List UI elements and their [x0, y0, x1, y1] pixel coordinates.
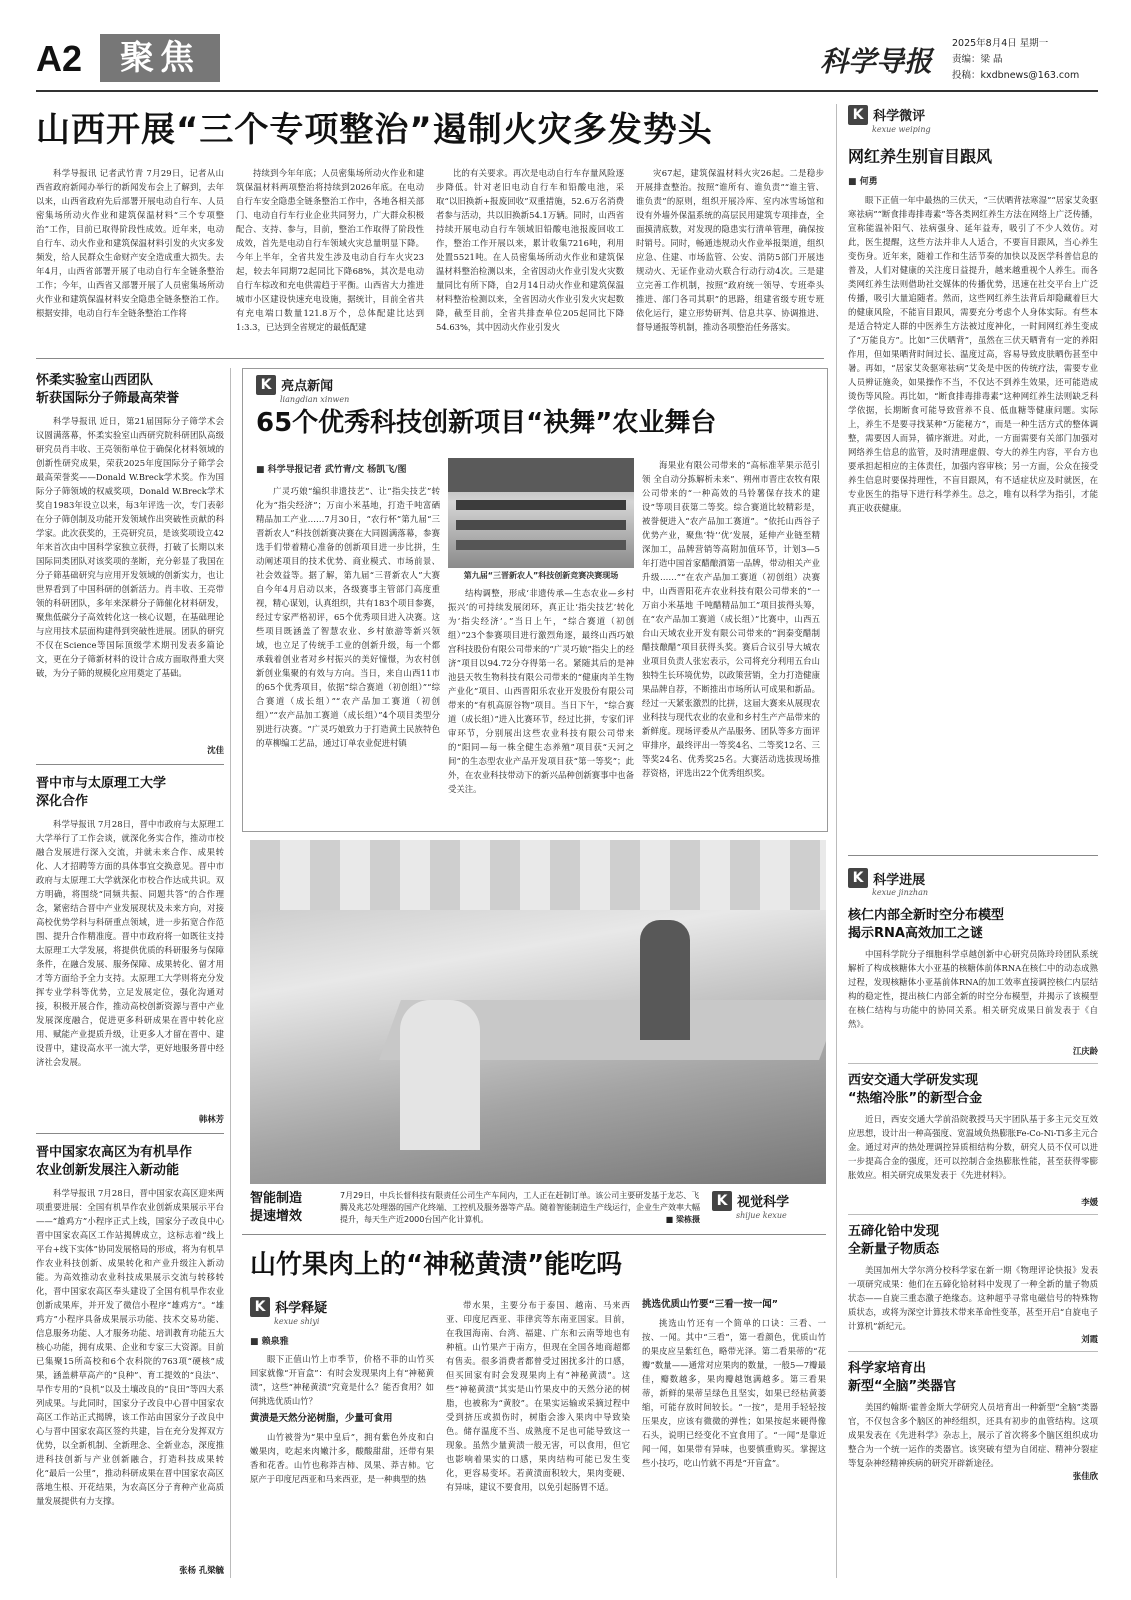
center-col-1: 广灵巧娘“编织非遗技艺”、让“指尖技艺”转化为“指尖经济”；万亩小米基地，打造千吨富硒精品加工产业……7月30日，“农行杯”第九届“三晋新农人”科技创新赛决赛在大同圆满落幕，参赛选手们带着精心准备的创新项目进一步比拼，生动阐述项目的技术优势、商业模式、市场前景、社会效益等。据了解，第九届“三晋新农人”大赛自今年4月启动以来，各级赛事主管部门高度重视，精心谋划，认真组织，共有183个项目参赛，经过专家严格初评，65个优秀项目进入决赛。这些项目既涵盖了智慧农业、乡村旅游等新兴领域，也立足了传统手工业的创新升级，每一个都承载着创业者对乡村振兴的美好憧憬，为农村创新创业集聚的有效与方向。当日，来自山西11市的65个优秀项目，依据“综合赛道（初创组）”“综合赛道（成长组）”“农产品加工赛道（初创组）”“农产品加工赛道（成长组）”4个项目类型分别进行决赛。“广灵巧娘致力于打造黄土民族特色的草柳编工艺品，通过订单农业促进村镇 — [256, 486, 440, 748]
news-4-body: 美国约翰斯·霍普金斯大学研究人员培育出一种新型“全脑”类器官，不仅包含多个脑区的神经组织，还具有初步的血管结构。这项成果发表在《先进科学》杂志上，展示了首次将多个脑区组织成功整合为一个统一运作的类器官。该突破有望为自闭症、精神分裂症等复杂神经精神疾病的研究开辟新途径。 — [848, 1402, 1098, 1468]
visual-column-name: 视觉科学 — [737, 1195, 790, 1210]
square-icon: ■ — [256, 465, 268, 475]
left-article-1-title: 怀柔实验室山西团队 斩获国际分子筛最高荣誉 — [36, 373, 180, 406]
lead-bottom-rule — [36, 358, 824, 359]
news-2-sign: 李媛 — [1081, 1197, 1098, 1207]
bottom-col-3: 挑选优质山竹要“三看一按一闻” 挑选山竹还有一个简单的口诀：三看、一按、一闻。其中“三看”，第一看颜色，优质山竹的果皮应呈紫红色，略带光泽。第二看果蒂的“花瓣”数量——通常对应果肉的数量，一般5—7瓣最佳，瓣数越多，果肉瓣越饱满越多。第三看果蒂，新鲜的果蒂呈绿色且坚实，如果已经枯黄萎缩，可能存放时间较长。“一按”，是用手轻轻按压果皮，应该有微微的弹性；如果按起来硬得像石头，说明已经变化不宜食用了。“一闻”是靠近闻一闻，如果带有异味，也要慎重购买。掌握这些小技巧，吃山竹就不再是“开盲盒”。 — [642, 1299, 826, 1468]
masthead-logo: 科学导报 — [820, 45, 933, 78]
center-column-pinyin: liangdian xinwen — [280, 394, 350, 404]
square-icon: ■ — [848, 176, 860, 187]
right-divider-2 — [848, 1063, 1098, 1064]
factory-photo-credit: ■ 梁栋摄 — [665, 1215, 700, 1224]
opinion-column-name: 科学微评 — [873, 109, 926, 124]
right-divider-1 — [848, 855, 1098, 856]
factory-photo-caption: 7月29日，中兵长督科技有限责任公司生产车间内，工人正在赶制订单。该公司主要研发基于龙芯、飞腾及兆芯处理器的国产化终端、工控机及服务器等产品。随着智能制造生产线运行，企业生产效率大幅提升，每天生产近2000台国产化计算机。 ■ 梁栋摄 — [340, 1191, 700, 1224]
opinion-author: ■ 何勇 — [848, 176, 878, 187]
bottom-column-pinyin: kexue shiyi — [274, 1316, 320, 1326]
left-divider-2 — [36, 1133, 224, 1134]
bottom-column-name: 科学释疑 — [275, 1301, 328, 1316]
bottom-author: ■ 赖泉雅 — [250, 1337, 289, 1347]
k-logo-icon: K — [848, 105, 868, 125]
news-1-sign: 江庆龄 — [1072, 1046, 1098, 1056]
news-3-sign: 刘霞 — [1081, 1334, 1098, 1344]
left-divider-1 — [36, 764, 224, 765]
bottom-col-1: 眼下正值山竹上市季节，价格不菲的山竹买回家就像“开盲盒”：有时会发现果肉上有“神秘黄渍”，这些“神秘黄渍”究竟是什么？能否食用？如何挑选优质山竹？ 黄渍是天然分泌树脂，少量可食用 山竹被誉为“果中皇后”，拥有紫色外皮和白嫩果肉，吃起来肉嫩汁多，酸酸甜甜，还带有果香和花香。山竹也称莽吉柿、凤果、莽吉柿。它原产于印度尼西亚和马来西亚，是一种典型的热 — [250, 1354, 434, 1484]
progress-column-pinyin: kexue jinzhan — [872, 888, 929, 897]
worker-figure — [400, 1000, 480, 1150]
factory-ceiling — [250, 840, 826, 910]
center-col-2: 结构调整，形成‘非遗传承—生态农业—乡村振兴’的可持续发展闭环，真正让‘指尖技艺’转化为‘指尖经济’。”当日上午，“综合赛道（初创组）”23个参赛项目进行激烈角逐，最终山西巧娘宫科技股份有限公司带来的“广灵巧娘”指尖上的经济”项目以94.72分夺得第一名。紧随其后的是神池县天牧生物科技有限公司带来的“健康肉羊生物产业化”项目、山西晋阳乐农业开发股份有限公司带来的“有机高原谷物”项目。当日下午，“综合赛道（成长组）”进入比赛环节，经过比拼，专家们评审环节，分别展出这些农业科技有限公司带来的“阳同—每一株全健生态养殖”项目获“天河之间”的生态型农业产品开发项目获“第一等奖”；此外，在农业科技带动下的新兴品种创新赛事中也备受关注。 — [448, 588, 634, 794]
bottom-col-2: 带水果，主要分布于泰国、越南、马来西亚、印度尼西亚、菲律宾等东南亚国家。目前，在我国海南、台湾、福建、广东和云南等地也有种植。山竹果产于南方，但现在全国各地商超都有售卖。很多消费者都曾受过困扰多汁的口感，但买回家有时会发现果肉上有“神秘黄渍”。这些“神秘黄渍”其实是山竹果皮中的天然分泌的树脂，也被称为“黄胶”。在果实运输或采摘过程中受到挤压或损伤时，树脂会渗入果肉中导致染色。储存温度不当、成熟度不足也可能导致这一现象。虽然少量黄渍一般无害，可以食用，但它也影响着果实的口感，果肉结构可能已发生变化，更容易变坏。若黄渍面积较大，果肉变硬、有异味，建议不要食用，以免引起肠胃不适。 — [446, 1300, 630, 1492]
lead-col-1: 科学导报讯 记者武竹青 7月29日，记者从山西省政府新闻办举行的新闻发布会上了解到，去年以来，山西省政府先后部署开展电动自行车、人员密集场所动火作业和建筑保温材料“三个专项整治”工作，目前已取得阶段性成效。近年来，电动自行车、动火作业和建筑保温材料引发的火灾多发频发，给人民群众生命财产安全造成重大损失。去年4月，山西省部署开展了电动自行车全链条整治工作；今年，山西省又部署开展了人员密集场所动火作业和建筑保温材料安全隐患全链条整治工作。根据安排，电动自行车全链条整治工作将 — [36, 168, 224, 318]
opinion-body: 眼下正值一年中最热的三伏天，“三伏晒背祛寒湿”“居家艾灸驱寒祛病”“断食排毒排毒素”等各类网红养生方法在网络上广泛传播，宣称能温补阳气、祛病强身、延年益寿，吸引了不少人效仿。对此，医生提醒，这些方法并非人人适合，不要盲目跟风，当心养生变伤身。近年来，随着工作和生活节奏的加快以及医学科普信息的普及，人们对健康的关注度日益提升，越来越重视个人养生。而各类网红养生法则借助社交媒体的传播优势，迅速在社交平台上广泛传播，吸引大量追随者。然而，这些网红养生法背后却隐藏着巨大的健康风险，不能盲目跟风，需要充分考虑个人身体实际。有些本是适合特定人群的中医养生方法被过度神化，一时间网红养生变成了“万能良方”。比如“三伏晒背”，虽然在三伏天晒背有一定的养阳作用，但如果晒背时间过长、温度过高，容易导致皮肤晒伤甚至中暑。再如，“居家艾灸驱寒祛病”艾灸是中医的传统疗法，需要专业人员辨证施灸，如果操作不当，不仅达不到养生效果，还可能造成烫伤等风险。再比如，“断食排毒排毒素”这种网红养生法则缺乏科学依据，长期断食可能导致营养不良、低血糖等健康问题。实际上，养生不是要寻找某种“万能秘方”，而是一种生活方式的整体调整，需要因人而异，循序渐进。对此，一方面需要有关部门加强对网络养生信息的监管，及时清理虚假、夸大的养生内容，平台方也要承担起相应的主体责任，加强内容审核；另一方面，公众在接受养生信息时要保持理性，不盲目跟风，有不适症状应及时就医，在专业医生的指导下进行科学养生。总之，唯有以科学为指引，才能真正收获健康。 — [848, 194, 1098, 513]
news-4-sign: 张佳欣 — [1072, 1471, 1098, 1481]
center-byline: ■ 科学导报记者 武竹青/文 杨凯飞/图 — [256, 465, 407, 475]
masthead-rule — [36, 90, 1098, 92]
photo-bottom-rule — [242, 1234, 826, 1235]
masthead — [36, 34, 1096, 88]
right-divider-4 — [848, 1351, 1098, 1352]
news-3-body: 美国加州大学尔湾分校科学家在新一期《物理评论快报》发表一项研究成果：他们在五碲化铪材料中发现了一种全新的量子物质状态——自旋三重态激子绝缘态。这种超乎寻常电磁信号的特殊物质状态，或将为深空计算技术带来革命性变革，甚至开启“自旋电子计算机”新纪元。 — [848, 1265, 1098, 1331]
factory-photo — [250, 840, 826, 1184]
visual-column-pinyin: shijue kexue — [736, 1210, 787, 1220]
masthead-editor: 责编：梁 晶 — [952, 54, 1003, 65]
stage-row-2 — [456, 520, 626, 530]
stage-row-1 — [456, 500, 626, 510]
contest-photo-caption: 第九届“三晋新农人”科技创新竞赛决赛现场 — [463, 571, 619, 580]
center-column-tag — [256, 374, 349, 404]
lead-headline: 山西开展“三个专项整治”遏制火灾多发势头 — [36, 110, 713, 150]
news-1-title: 核仁内部全新时空分布模型 揭示RNA高效加工之谜 — [848, 908, 1005, 941]
progress-column-name: 科学进展 — [873, 872, 926, 888]
photo-label: 智能制造 提速增效 — [250, 1191, 303, 1224]
left-article-3-body: 科学导报讯 7月28日，晋中国家农高区迎来两项重要进展：全国有机旱作农业创新成果展示平台——“雄鸡方”小程序正式上线，国家分子改良中心晋中国家农高区工作站揭牌成立，这标志着“线上平台+线下实体”协同发展格局的形成，将为有机旱作农业科技创新、成果转化和产业升级注入新动能。为高效推动农业科技成果展示交流与转移转化，晋中国家农高区奉头建设了全国有机旱作农业创新成果库，并开发了微信小程序“雄鸡方”。“雄鸡方”小程序具备成果展示功能、技术交易功能、信息服务功能、人才服务功能、培训教育功能五大核心功能，拥有成果、企业和专家三大资源。目前已集聚15所高校和6个农科院的763项“硬核”成果，涵盖耕草高产的“良种”、育工提效的“良法”、旱作专用的“良机”以及土壤改良的“良田”等四大系列成果。与此同时，国家分子改良中心晋中国家农高区工作站正式揭牌，该工作站由国家分子改良中心与晋中国家农高区签约共建，旨在充分发挥双方优势，以全新机制、全新理念、全新业态，深度推进科技创新与产业创新融合，打造科技成果转化“最后一公里”，推动科研成果在晋中国家农高区落地生根、开花结果，为农高区分子育种产业高质量发展提供有力支撑。 — [36, 1188, 224, 1506]
news-4-title: 科学家培育出 新型“全脑”类器官 — [848, 1361, 957, 1394]
news-3-title: 五碲化铪中发现 全新量子物质态 — [848, 1224, 940, 1257]
center-column-name: 亮点新闻 — [281, 379, 334, 394]
square-icon: ■ — [250, 1337, 262, 1347]
worker-figure-2 — [640, 920, 690, 1040]
opinion-column-pinyin: kexue weiping — [872, 124, 931, 134]
k-logo-icon: K — [848, 868, 868, 888]
bottom-subhead-1: 黄渍是天然分泌树脂，少量可食用 — [250, 1413, 393, 1424]
section-name: 聚焦 — [100, 34, 220, 82]
lead-col-4: 灾67起，建筑保温材料火灾26起。二是稳步开展排查整治。按照“谁所有、谁负责”“谁主管、谁负责”的原则，组织开展冷库、室内冰雪场馆和设有外墙外保温系统的高层民用建筑专项排查，全面摸清底数，对发现的隐患实行清单管理，确保按时销号。同时，畅通违规动火作业举报渠道，组织应急、住建、市场监管、公安、消防5部门开展违规动火、无证作业动火联合行动行动4次。三是建立完善工作机制，按照“政府统一领导、专班牵头推进、部门各司其职”的思路，组建省级专班专班依化运行，建立形势研判、信息共享、协调推进、督导通报等机制，推动各项整治任务落实。 — [636, 168, 824, 332]
contest-photo — [448, 458, 634, 568]
left-article-3-sign: 张杨 孔梁毓 — [179, 1565, 224, 1575]
lead-col-3: 比的有关要求。再次是电动自行车存量风险逐步降低。针对老旧电动自行车和铅酸电池，采取“以旧换新+报废回收”双重措施，52.6万名消费者参与活动，共以旧换新54.1万辆。同时，山西省持续开展电动自行车领域旧铅酸电池报废回收工作，整治工作开展以来，累计收集7216吨，利用处置5521吨。在人员密集场所动火作业和建筑保温材料整治检测以来，全省因动火作业引发火灾数量同比有所下降，自2月14日动火作业和建筑保温材料整治检测以来，全省因动火作业引发火灾起数降，截至目前，全省共排查单位205起同比下降54.63%，其中因动火作业引发火 — [436, 168, 624, 332]
masthead-email: 投稿：kxdbnews@163.com — [952, 70, 1080, 81]
left-column — [36, 372, 224, 1582]
masthead-info — [952, 36, 1079, 84]
left-article-1-body: 科学导报讯 近日，第21届国际分子筛学术会议圆满落幕，怀柔实验室山西研究院科研团队高级研究员肖丰收、王亮领衔单位于确保化材料领域的创新性研究成果，荣获2025年度国际分子筛学会最高荣誉奖——Donald W.Breck学术奖。作为国际分子筛领域的权威奖项，Donald W.Breck学术奖自1983年设立以来，每3年评选一次，专门表彰在分子筛创制及功能开发领域作出突破性贡献的科学家。此次获奖的，王亮研究员，是该奖项设立42年来首次由中国科学家独立获得，打破了长期以来国际同类团队对该奖项的垄断，充分彰显了我国在分子筛基础研究与应用开发领域的创新实力，也让世界看到了中国科研的创新活力。肖丰收、王亮带领的科研团队，多年来深耕分子筛催化材料研发，聚焦低碳分子高效转化这一核心议题，在基础理论与应用技术层面构建得到突破性进展。团队的研究不仅在Science等国际顶级学术期刊发表多篇论文，更在分子筛新材料的设计合成方面取得重大突破，为分子筛的规模化应用奠定了基础。 — [36, 416, 224, 678]
lead-col-2: 持续到今年年底；人员密集场所动火作业和建筑保温材料两项整治将持续到2026年底。在电动自行车安全隐患全链条整治工作中，各地各相关部门、电动自行车行业企业共同努力，广大群众积极配合、支持、参与，目前，整治工作取得了阶段性成效，首先是电动自行车领域火灾总量明显下降。今年上半年，全省共发生涉及电动自行车火灾23起，较去年同期72起同比下降68%，其次是电动自行车棕改和充电供需趋于平衡。山西省大力推进城市小区建设快速充电设施，据统计，目前全省共有充电端口数量121.8万个，总体配建比达到1:3.3，已达到全省规定的最低配建 — [236, 168, 424, 332]
col-divider-left — [230, 368, 231, 1578]
left-article-1-sign: 沈佳 — [207, 745, 224, 755]
opinion-column-tag — [848, 104, 1098, 134]
center-headline: 65个优秀科技创新项目“袂舞”农业舞台 — [256, 408, 717, 438]
k-logo-icon: K — [250, 1297, 270, 1317]
visual-column-tag — [712, 1190, 789, 1220]
right-divider-3 — [848, 1214, 1098, 1215]
k-logo-icon: K — [712, 1191, 732, 1211]
k-logo-icon: K — [256, 375, 276, 395]
stage-backdrop — [448, 458, 634, 492]
news-2-title: 西安交通大学研发实现 “热缩冷胀”的新型合金 — [848, 1073, 983, 1106]
left-article-2-body: 科学导报讯 7月28日，晋中市政府与太原理工大学举行了工作会谈，就深化务实合作，推动市校融合发展进行深入交流，并就未来合作、成果转化、人才招聘等方面的具体事宜交换意见。晋中市政府与太原理工大学就深化市校合作达成共识。双方明确，将围绕“同频共振、同题共答”的合作理念，紧密结合晋中产业发展现状及未来方向，对接高校优势学科与科研重点领域，进一步拓宽合作范围、提升合作精准度。晋中市政府将一如既往支持太原理工大学发展，将提供优质的科研服务与保障条件，在融合发展、服务保障、成果转化、留才用才等方面给予全力支持。太原理工大学则将充分发挥专业学科等优势，立足发展定位，强化沟通对接，积极开展合作，推动高校创新资源与晋中产业发展深度融合，促进更多科研成果在晋中转化应用、赋能产业提质升级，让更多人才留在晋中、建设晋中，建设高水平一流大学，更好地服务晋中经济社会发展。 — [36, 819, 224, 1067]
progress-column-tag — [848, 868, 1098, 898]
page-number: A2 — [36, 38, 83, 79]
left-article-2-sign: 韩林芳 — [198, 1114, 224, 1124]
masthead-date: 2025年8月4日 星期一 — [952, 38, 1049, 49]
bottom-headline: 山竹果肉上的“神秘黄渍”能吃吗 — [250, 1250, 623, 1280]
left-article-3-title: 晋中国家农高区为有机旱作 农业创新发展注入新动能 — [36, 1145, 193, 1178]
news-2-body: 近日，西安交通大学前沿院教授马天宇团队基于多主元交互效应思想，设计出一种高强度、宽温域负热膨胀Fe-Co-Ni-Ti多主元合金。通过对声的热处理调控异质相结构分数，研究人员不仅可以进一步提高合金的强度，还可以控制合金热膨胀性能，甚至获得零膨胀效应。相关研究成果发表于《先进材料》。 — [848, 1114, 1098, 1180]
opinion-title: 网红养生别盲目跟风 — [848, 146, 993, 166]
col-divider-right — [836, 104, 837, 1578]
right-column — [848, 104, 1098, 1578]
center-col-3: 海果业有限公司带来的“高标准苹果示范引领 全自动分拣解析未来”、朔州市晋庄农牧有限公司带来的“一种高效的马铃薯保存技术的建设”等项目获第二等奖。综合赛道比较精彩是，被誉便进入“农产品加工赛道”。“依托山西谷子优势产业，聚焦‘特’‘优’发展，延伸产业链至精深加工，品牌营销等高附加值环节，计划3—5年打造中国首家醋酿酒第一品牌，带动相关产业升级……”“在农产品加工赛道（初创组）决赛中，山西晋阳花卉农业科技有限公司带来的“一万亩小米基地 千吨醋精品加工”项目拔得头筹，在“农产品加工赛道（成长组）”比赛中，山西五台山天域农业开发有限公司带来的“润秦变醋制醋技酿醋”项目获得头奖。赛后合议引导大城农业项目负责人张宏表示，公司将充分利用五台山独特生长环境优势，以政策营销，全力打造健康果品牌自荐，不断推出市场所认可成果和新品。经过一天紧张激烈的比拼，这届大赛来从展现农业科技与现代农业的农业和乡村生产产品带来的新鲜度。现场评委从产品服务、团队等多方面评审排序，最终评出一等奖4名、二等奖12名、三等奖24名、优秀奖25名。大赛活动选拔现场推荐资格，评选出22个优秀组织奖。 — [642, 460, 820, 778]
left-article-2-title: 晋中市与太原理工大学 深化合作 — [36, 776, 167, 809]
bottom-subhead-2: 挑选优质山竹要“三看一按一闻” — [642, 1299, 778, 1310]
news-1-body: 中国科学院分子细胞科学卓越创新中心研究员陈玲玲团队系统解析了构成核糖体大小亚基的核糖体前体RNA在核仁中的动态成熟过程，发现核糖体小亚基前体RNA的加工效率直接调控核仁内层结构的稳定性，提出核仁内部全新的时空分布模型，并揭示了该模型在核仁结构与功能中的协同关系。相关研究成果日前发表于《自然》。 — [848, 949, 1098, 1029]
bottom-column-tag — [250, 1296, 327, 1326]
stage-row-3 — [456, 540, 626, 550]
